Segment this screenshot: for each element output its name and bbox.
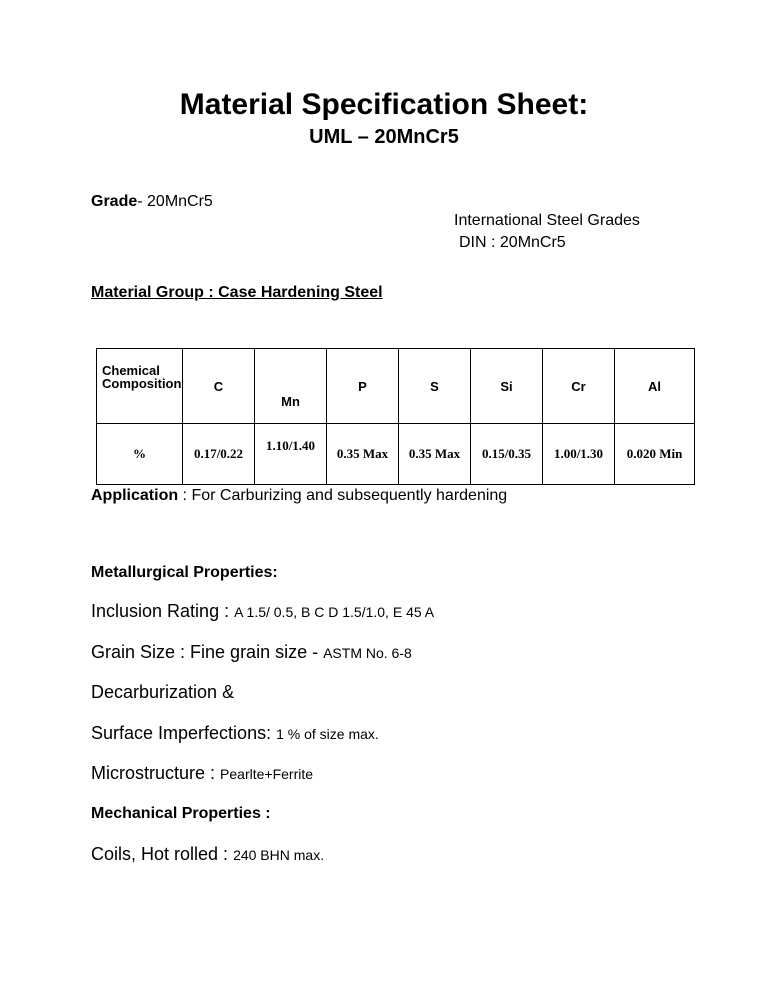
microstructure-line <box>91 763 313 785</box>
surface-imperfections-label: Surface Imperfections: <box>91 723 277 743</box>
din-grade: DIN : 20MnCr5 <box>459 234 566 251</box>
value-cr: 1.00/1.30 <box>543 424 615 485</box>
table-header-label <box>97 349 183 424</box>
coils-label: Coils, Hot rolled : <box>91 844 234 864</box>
grade-value: - 20MnCr5 <box>137 193 213 210</box>
element-p: P <box>327 349 399 424</box>
coils-value: 240 BHN max. <box>233 847 325 863</box>
metallurgical-heading: Metallurgical Properties: <box>91 564 278 581</box>
microstructure-value: Pearlte+Ferrite <box>220 766 314 782</box>
value-al: 0.020 Min <box>615 424 695 485</box>
material-group: Material Group : Case Hardening Steel <box>91 284 383 301</box>
decarburization-line: Decarburization & <box>91 682 235 702</box>
mechanical-heading: Mechanical Properties : <box>91 805 271 822</box>
value-s: 0.35 Max <box>399 424 471 485</box>
application-line <box>91 486 507 506</box>
page-subtitle: UML – 20MnCr5 <box>309 126 459 148</box>
element-cr: Cr <box>543 349 615 424</box>
row-label-percent: % <box>97 424 183 485</box>
header-label-line1: Chemical <box>102 363 160 378</box>
value-si: 0.15/0.35 <box>471 424 543 485</box>
table-header-row <box>97 349 695 424</box>
grade-label: Grade <box>91 193 138 210</box>
value-mn: 1.10/1.40 <box>255 424 327 485</box>
grade-line <box>91 192 213 212</box>
value-p: 0.35 Max <box>327 424 399 485</box>
coils-line <box>91 844 324 866</box>
element-mn: Mn <box>255 349 327 424</box>
international-grades-heading: International Steel Grades <box>454 212 640 229</box>
grain-size-label: Grain Size : Fine grain size - <box>91 642 324 662</box>
surface-imperfections-value: 1 % of size max. <box>276 726 379 742</box>
inclusion-label: Inclusion Rating : <box>91 601 235 621</box>
application-value: : For Carburizing and subsequently hardening <box>178 487 508 504</box>
page-title: Material Specification Sheet: <box>179 88 589 121</box>
inclusion-line <box>91 601 434 623</box>
inclusion-value: A 1.5/ 0.5, B C D 1.5/1.0, E 45 A <box>234 604 435 620</box>
grain-size-value: ASTM No. 6-8 <box>323 645 412 661</box>
element-s: S <box>399 349 471 424</box>
grain-size-line <box>91 642 412 664</box>
element-c: C <box>183 349 255 424</box>
surface-imperfections-line <box>91 723 379 745</box>
header-label-line2: Composition <box>102 376 182 391</box>
value-c: 0.17/0.22 <box>183 424 255 485</box>
microstructure-label: Microstructure : <box>91 763 221 783</box>
element-si: Si <box>471 349 543 424</box>
application-label: Application <box>91 487 179 504</box>
table-value-row <box>97 424 695 485</box>
element-al: Al <box>615 349 695 424</box>
chemical-composition-table <box>96 348 695 485</box>
